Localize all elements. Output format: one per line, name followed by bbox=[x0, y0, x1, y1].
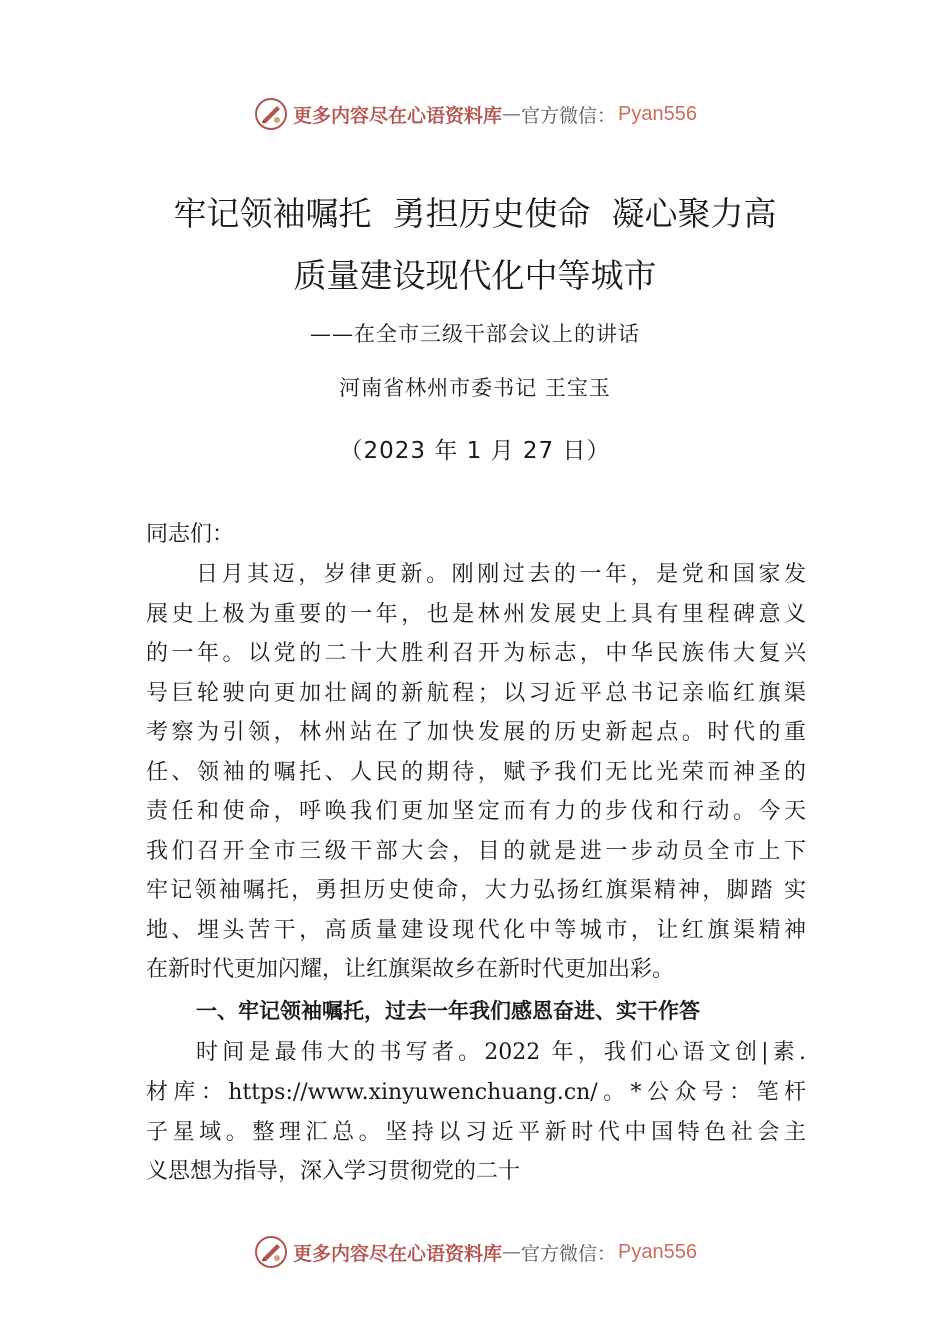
document-title-line-2: 质量建设现代化中等城市 bbox=[293, 256, 657, 295]
paragraph-2-line: 义思想为指导，深入学习贯彻党的二十 bbox=[146, 1159, 521, 1184]
paragraph-1-line: 牢记领袖嘱托，勇担历史使命，大力弘扬红旗渠精神，脚踏 实 bbox=[146, 878, 806, 903]
paragraph-1-line: 日月其迈，岁律更新。刚刚过去的一年，是党和国家发 bbox=[196, 562, 806, 587]
banner-wechat-id: Pyan556 bbox=[618, 102, 697, 125]
paragraph-1-line: 号巨轮驶向更加壮阔的新航程；以习近平总书记亲临红旗渠 bbox=[146, 681, 806, 706]
document-subtitle: ——在全市三级干部会议上的讲话 bbox=[310, 322, 640, 346]
footer-watermark-banner bbox=[0, 1232, 950, 1272]
paragraph-2-line: 时间是最伟大的书写者。2022 年，我们心语文创|素. bbox=[196, 1040, 806, 1065]
paragraph-1-line: 的一年。以党的二十大胜利召开为标志，中华民族伟大复兴 bbox=[146, 641, 806, 666]
banner-wechat-id: Pyan556 bbox=[618, 1240, 697, 1263]
paragraph-1-line: 地、埋头苦干，高质量建设现代化中等城市，让红旗渠精神 bbox=[146, 918, 806, 943]
banner-separator: — bbox=[502, 103, 522, 125]
paragraph-1-line: 责任和使命，呼唤我们更加坚定而有力的步伐和行动。今天 bbox=[146, 799, 806, 824]
pen-logo-icon bbox=[253, 96, 289, 132]
paragraph-1-line: 任、领袖的嘱托、人民的期待，赋予我们无比光荣而神圣的 bbox=[146, 760, 806, 785]
paragraph-1-line: 考察为引领，林州站在了加快发展的历史新起点。时代的重 bbox=[146, 720, 806, 745]
document-date: （2023 年 1 月 27 日） bbox=[339, 438, 611, 464]
document-author: 河南省林州市委书记 王宝玉 bbox=[339, 376, 611, 400]
paragraph-1-line: 我们召开全市三级干部大会，目的就是进一步动员全市上下 bbox=[146, 839, 806, 864]
pen-logo-icon bbox=[253, 1234, 289, 1270]
banner-main-text: 更多内容尽在心语资料库 bbox=[293, 104, 503, 127]
header-watermark-banner bbox=[0, 94, 950, 134]
paragraph-1-line: 展史上极为重要的一年，也是林州发展史上具有里程碑意义 bbox=[146, 602, 806, 627]
paragraph-2-line: 子星域。整理汇总。坚持以习近平新时代中国特色社会主 bbox=[146, 1120, 806, 1145]
paragraph-1-line: 在新时代更加闪耀，让红旗渠故乡在新时代更加出彩。 bbox=[146, 957, 675, 982]
banner-main-text: 更多内容尽在心语资料库 bbox=[293, 1242, 503, 1265]
section-heading-1: 一、牢记领袖嘱托，过去一年我们感恩奋进、实干作答 bbox=[196, 999, 700, 1023]
banner-wechat-label: 官方微信： bbox=[521, 104, 617, 127]
paragraph-2-line: 材库：https://www.xinyuwenchuang.cn/。*公众号：笔杆 bbox=[146, 1080, 806, 1105]
banner-separator: — bbox=[502, 1241, 522, 1263]
banner-wechat-label: 官方微信： bbox=[521, 1242, 617, 1265]
greeting: 同志们： bbox=[146, 522, 235, 547]
document-title-line-1: 牢记领袖嘱托 勇担历史使命 凝心聚力高 bbox=[173, 194, 777, 233]
